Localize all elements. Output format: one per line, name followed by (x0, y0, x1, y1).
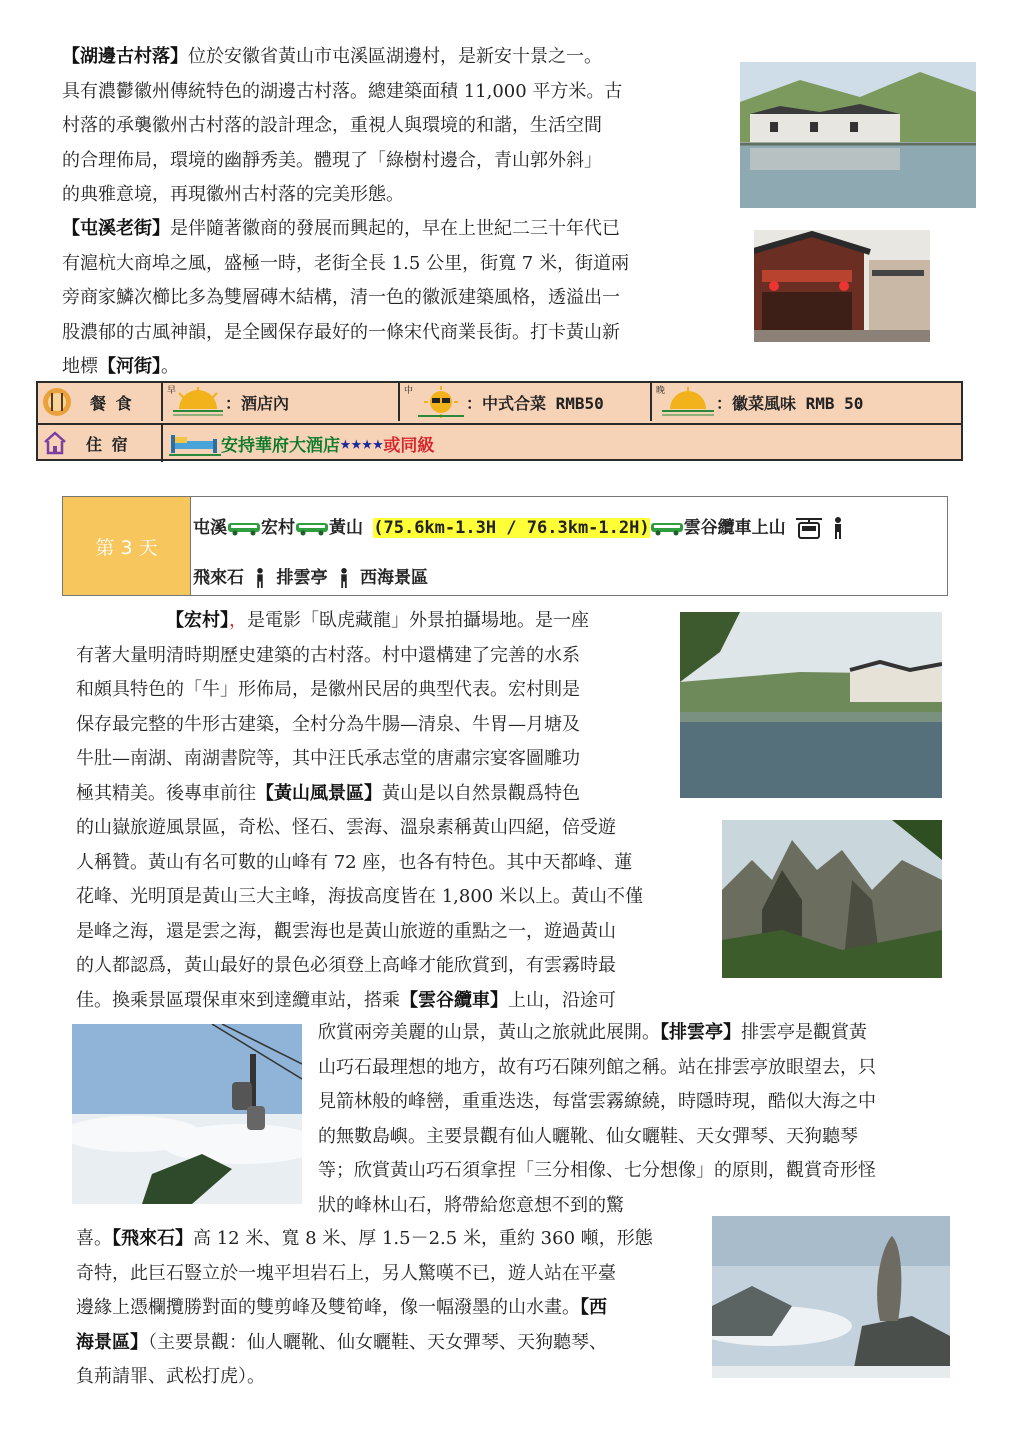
paiyun-paragraph: 欣賞兩旁美麗的山景，黃山之旅就此展開。【排雲亭】排雲亭是觀賞黃 山巧石最理想的地方，故有巧石陳列館之稱。站在排雲亭放眼望去，只 見箭林般的峰巒，重重迭迭，每當雲霧繚繞，時隱時現，酷似大海之中 的無數島嶼。主要景觀有仙人曬靴、仙女曬鞋、天女彈琴、天狗聽琴 等；欣賞黃山巧石須拿捏「三分相像、七分想像」的原則，觀賞奇形怪 狀的峰林山石，將帶給您意想不到的驚 (318, 1022, 876, 1216)
day3-route-line1: 屯溪 宏村 黃山 (75.6km-1.3H / 76.3km-1.2H) 雲谷纜車上山 (193, 513, 844, 539)
bus-icon (295, 520, 329, 536)
hongcun-paragraph: 【宏村】，是電影「臥虎藏龍」外景拍攝場地。是一座 有著大量明清時期歷史建築的古村落。村中還構建了完善的水系 和頗具特色的「牛」形佈局，是徽州民居的典型代表。宏村則是 保存最完整的牛形古建築，全村分為牛腸—清泉、牛胃—月塘及 牛肚—南湖、南湖書院等，其中汪氏承志堂的唐肅宗宴客圖雕功 極其精美。後專車前往【黃山風景區】黃山是以自然景觀爲特色 的山嶽旅遊風景區，奇松、怪石、雲海、溫泉素稱黃山四絕，倍受遊 人稱贊。黃山有名可數的山峰有 72 座，也各有特色。其中天都峰、蓮 花峰、光明頂是黃山三大主峰，海拔高度皆在 1,800 米以上。黃山不僅 是峰之海，還是雲之海，觀雲海也是黃山旅遊的重點之一，遊過黃山 的人都認爲，黃山最好的景色必須登上高峰才能欣賞到，有雲霧時最 佳。換乘景區環保車來到達纜車站，搭乘【雲谷纜車】上山，沿途可 (76, 610, 643, 1011)
bed-icon (169, 429, 221, 457)
sun-sunglasses-icon (416, 386, 466, 418)
flying-rock-photo (712, 1216, 950, 1378)
stay-label-cell: 住 宿 (38, 424, 163, 462)
hongcun-title: 【宏村】 (166, 610, 229, 631)
hongcun-lake-photo (680, 612, 942, 798)
walking-person-icon (254, 568, 266, 588)
walking-person-icon (832, 517, 844, 539)
sun-icon (171, 387, 225, 417)
village-title: 【湖邊古村落】 (62, 46, 188, 67)
bus-icon (227, 520, 261, 536)
feilaishi-paragraph: 喜。【飛來石】高 12 米、寬 8 米、厚 1.5－2.5 米，重約 360 噸，形態 奇特，此巨石豎立於一塊平坦岩石上，另人驚嘆不已，遊人站在平臺 邊緣上憑欄攬勝對面的雙剪峰及雙筍峰，像一幅潑墨的山水畫。【西 海景區】（主要景觀：仙人曬靴、仙女曬鞋、天女彈琴、天狗聽琴、 負荊請罪、武松打虎）。 (76, 1228, 653, 1387)
huangshan-peaks-photo (722, 820, 942, 978)
day-label: 第 3 天 (63, 497, 191, 595)
sunset-icon (660, 387, 716, 417)
meal-lodging-table (36, 381, 963, 461)
cable-car-photo (72, 1024, 302, 1204)
walking-person-icon (338, 568, 350, 588)
huangshan-title: 【黃山風景區】 (256, 782, 382, 804)
oldstreet-paragraph: 【屯溪老街】是伴隨著徽商的發展而興起的，早在上世紀二三十年代已 有滬杭大商埠之風，盛極一時，老街全長 1.5 公里，街寬 7 米，街道兩 旁商家鱗次櫛比多為雙層磚木結構，清一色的徽派建築風格，透溢出一 股濃郁的古風神韻，是全國保存最好的一條宋代商業長街。打卡黃山新 地標【河街】。 (62, 218, 629, 377)
hotel-cell: 安持華府大酒店 ★★★★ 或同級 (163, 424, 961, 462)
village-paragraph: 【湖邊古村落】位於安徽省黃山市屯溪區湖邊村，是新安十景之一。 具有濃鬱徽州傳統特色的湖邊古村落。總建築面積 11,000 平方米。古 村落的承襲徽州古村落的設計理念，重視人與環境的和諧，生活空間 的合理佈局，環境的幽靜秀美。體現了「綠樹村邊合，青山郭外斜」 的典雅意境，再現徽州古村落的完美形態。 (62, 46, 623, 205)
feilaishi-title: 【飛來石】 (112, 1228, 193, 1249)
meal-label-cell: 餐 食 (38, 383, 163, 421)
day3-route-line2: 飛來石 排雲亭 西海景區 (193, 568, 428, 588)
yungu-cablecar-title: 【雲谷纜車】 (400, 989, 508, 1011)
oldstreet-title: 【屯溪老街】 (62, 218, 170, 239)
day3-header (62, 496, 948, 596)
cable-car-icon (796, 517, 822, 539)
bus-icon (650, 520, 684, 536)
lunch-cell: 中 ：中式合菜 RMB50 (400, 383, 652, 421)
dinner-cell: 晚 ：徽菜風味 RMB 50 (652, 383, 961, 421)
xihai-title: 【西 (580, 1297, 607, 1318)
lakeside-village-photo (740, 62, 976, 208)
old-street-photo (754, 230, 930, 342)
hotel-stars: ★★★★ (340, 432, 384, 454)
breakfast-cell: 早 ：酒店內 (163, 383, 400, 421)
home-icon (42, 430, 68, 456)
paiyun-title: 【排雲亭】 (660, 1022, 741, 1043)
route-distance: (75.6km-1.3H / 76.3km-1.2H) (373, 518, 650, 538)
dining-icon (42, 387, 72, 417)
river-street-title: 【河街】 (98, 356, 161, 377)
